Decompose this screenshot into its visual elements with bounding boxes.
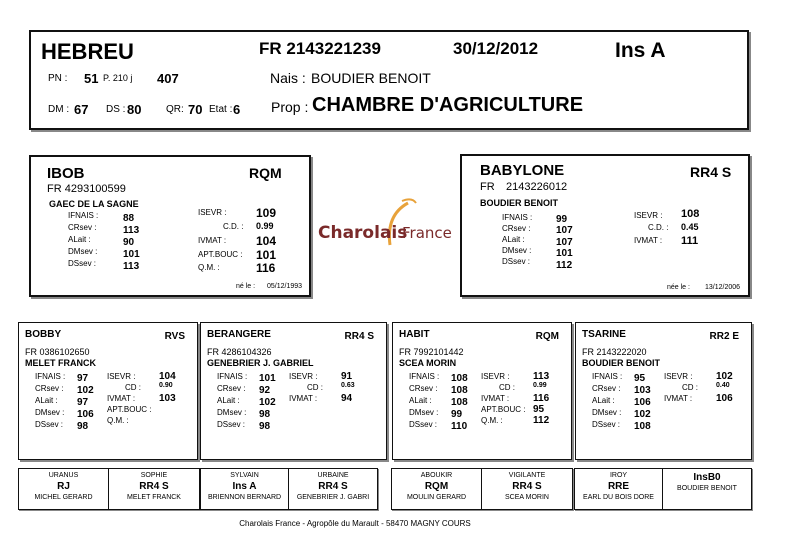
gp-dmsev: 99 [451,409,463,420]
ggp-owner: GENEBRIER J. GABRI [296,494,370,501]
dam-ivmat: 111 [681,235,699,247]
sire-ifnais: 88 [123,213,135,224]
gp-cd-label: CD : [499,383,515,392]
sire-box [29,155,311,297]
ggp-owner: MELET FRANCK [127,494,181,501]
ggp-cell [289,469,377,509]
ggp-strip-3 [391,468,573,510]
gp-ifnais-label: IFNAIS : [592,372,623,381]
gp-id: FR 0386102650 [25,347,90,357]
gp-crsev: 102 [77,385,94,396]
gp-ivmat: 94 [341,393,353,404]
gp-crsev-label: CRsev : [35,384,64,393]
ggp-code: RR4 S [512,481,542,492]
gp-crsev: 108 [451,385,468,396]
gp-qm: 112 [533,415,550,426]
gp-cd: 0.63 [341,382,355,389]
gp-dssev-label: DSsev : [35,420,64,429]
gp-dssev: 98 [259,421,271,432]
gp-owner: GENEBRIER J. GABRIEL [207,358,314,368]
ggp-owner: MICHEL GERARD [34,494,93,501]
grandparent-box [18,322,198,460]
dam-box [460,154,750,297]
dam-alait: 107 [556,237,573,248]
sire-qm: 116 [256,261,276,275]
gp-alait-label: ALait : [217,396,240,405]
nais-label: Nais : [270,70,306,86]
sire-owner: GAEC DE LA SAGNE [49,199,139,209]
gp-owner: BOUDIER BENOIT [582,358,661,368]
gp-alait: 108 [451,397,468,408]
gp-isevr-label: ISEVR : [107,372,136,381]
gp-ivmat-label: IVMAT : [481,394,510,403]
dam-dmsev-label: DMsev : [502,246,532,255]
etat-value: 6 [233,102,241,117]
gp-qm-label: Q.M. : [107,416,129,425]
animal-grade: Ins A [615,39,666,62]
gp-qm-label: Q.M. : [481,416,503,425]
header-box [29,30,749,130]
ggp-name: VIGILANTE [508,472,546,479]
gp-name: HABIT [399,329,430,340]
gp-dmsev-label: DMsev : [35,408,65,417]
gp-isevr: 91 [341,371,353,382]
gp-aptbouc: 95 [533,404,545,415]
sire-dmsev-label: DMsev : [68,247,98,256]
gp-grade: RVS [164,331,185,342]
gp-name: BOBBY [25,329,62,340]
charolais-france-logo [316,195,454,253]
gp-ifnais: 101 [259,373,276,384]
ggp-cell [109,469,199,509]
ggp-code: InsB0 [693,472,721,483]
gp-dmsev: 106 [77,409,94,420]
sire-aptbouc: 101 [256,248,277,262]
ds-label: DS : [106,104,126,115]
footer-address: Charolais France - Agropôle du Marault - 58470 MAGNY COURS [239,519,471,528]
gp-id: FR 4286104326 [207,347,272,357]
ggp-name: URBAINE [317,472,349,479]
dam-ifnais-label: IFNAIS : [502,213,533,222]
sire-alait: 90 [123,237,135,248]
sire-grade: RQM [249,165,282,181]
gp-alait: 97 [77,397,89,408]
ggp-code: RQM [424,481,449,492]
gp-cd: 0.90 [159,382,173,389]
sire-isevr: 109 [256,206,277,220]
sire-dmsev: 101 [123,249,140,260]
gp-dssev: 98 [77,421,89,432]
gp-isevr-label: ISEVR : [481,372,510,381]
sire-cd: 0.99 [256,221,274,231]
gp-isevr-label: ISEVR : [289,372,318,381]
ggp-strip-2 [200,468,378,510]
sire-isevr-label: ISEVR : [198,208,227,217]
sire-born: 05/12/1993 [267,283,303,290]
gp-alait: 106 [634,397,651,408]
dm-label: DM : [48,104,70,115]
dam-owner: BOUDIER BENOIT [480,198,559,208]
sire-qm-label: Q.M. : [198,263,220,272]
gp-cd-label: CD : [307,383,323,392]
dam-ivmat-label: IVMAT : [634,236,663,245]
ggp-owner: SCEA MORIN [505,494,549,501]
gp-alait-label: ALait : [409,396,432,405]
gp-dssev-label: DSsev : [592,420,621,429]
logo-word-france: France [402,224,452,242]
gp-cd-label: CD : [682,383,698,392]
pn-label: PN : [48,73,68,84]
p210-label: P. 210 j [103,73,133,83]
gp-isevr: 113 [533,371,550,382]
gp-cd: 0.40 [716,382,730,389]
ggp-cell [482,469,572,509]
ggp-strip-1 [18,468,200,510]
gp-grade: RR2 E [709,331,739,342]
gp-ifnais: 108 [451,373,468,384]
animal-id: FR 2143221239 [259,39,381,58]
gp-dmsev: 98 [259,409,271,420]
gp-aptbouc-label: APT.BOUC : [481,405,526,414]
ggp-cell [19,469,109,509]
sire-crsev: 113 [123,225,140,236]
prop-value: CHAMBRE D'AGRICULTURE [312,94,584,116]
pn-value: 51 [84,71,99,86]
dam-ifnais: 99 [556,214,568,225]
ggp-owner: BOUDIER BENOIT [677,485,737,492]
gp-aptbouc-label: APT.BOUC : [107,405,152,414]
ggp-name: ABOUKIR [420,472,453,479]
sire-dssev-label: DSsev : [68,259,97,268]
grandparent-box [200,322,387,460]
gp-dmsev-label: DMsev : [217,408,247,417]
gp-ivmat: 106 [716,393,733,404]
dam-cd-label: C.D. : [648,223,669,232]
ds-value: 80 [127,102,142,117]
gp-name: TSARINE [582,329,626,340]
dam-isevr-label: ISEVR : [634,211,663,220]
sire-name: IBOB [47,165,85,182]
gp-ifnais-label: IFNAIS : [35,372,66,381]
ggp-cell [575,469,663,509]
animal-date: 30/12/2012 [453,39,539,58]
ggp-cell [663,469,751,509]
dam-cd: 0.45 [681,222,699,232]
dam-alait-label: ALait : [502,235,525,244]
animal-name: HEBREU [41,39,134,64]
sire-ivmat-label: IVMAT : [198,236,227,245]
sire-dssev: 113 [123,261,140,272]
gp-id: FR 2143222020 [582,347,647,357]
gp-cd-label: CD : [125,383,141,392]
gp-ifnais-label: IFNAIS : [217,372,248,381]
gp-dssev-label: DSsev : [217,420,246,429]
ggp-owner: MOULIN GERARD [406,494,467,501]
ggp-owner: EARL DU BOIS DORE [583,494,654,501]
dam-id: 2143226012 [506,181,568,193]
dam-crsev-label: CRsev : [502,224,531,233]
gp-grade: RQM [535,331,559,342]
ggp-owner: BRIENNON BERNARD [207,494,282,501]
gp-ivmat-label: IVMAT : [289,394,318,403]
gp-name: BERANGERE [207,329,271,340]
gp-grade: RR4 S [344,331,374,342]
sire-ifnais-label: IFNAIS : [68,211,99,220]
gp-ifnais: 95 [634,373,646,384]
p210-value: 407 [157,71,179,86]
dam-grade: RR4 S [690,164,732,180]
gp-owner: MELET FRANCK [25,358,96,368]
grandparent-box [392,322,572,460]
gp-crsev-label: CRsev : [592,384,621,393]
prop-label: Prop : [271,99,309,115]
sire-ivmat: 104 [256,234,277,248]
gp-alait-label: ALait : [35,396,58,405]
gp-alait-label: ALait : [592,396,615,405]
dam-born: 13/12/2006 [705,284,741,291]
gp-crsev-label: CRsev : [409,384,438,393]
etat-label: Etat : [209,104,233,115]
logo-word-charolais: Charolais [318,223,408,243]
grandparent-box [575,322,752,460]
dm-value: 67 [74,102,89,117]
sire-born-label: né le : [236,283,256,290]
ggp-code: RR4 S [318,481,348,492]
dam-crsev: 107 [556,225,573,236]
dam-id-prefix: FR [480,181,495,193]
sire-id: FR 4293100599 [47,183,126,195]
ggp-name: SOPHIE [140,472,168,479]
ggp-name: IROY [609,472,628,479]
gp-cd: 0.99 [533,382,547,389]
dam-name: BABYLONE [480,162,565,179]
gp-crsev: 92 [259,385,271,396]
ggp-code: RRE [607,481,630,492]
qr-value: 70 [188,102,203,117]
ggp-code: RR4 S [139,481,169,492]
gp-dmsev: 102 [634,409,651,420]
sire-crsev-label: CRsev : [68,223,97,232]
ggp-name: SYLVAIN [230,472,259,479]
ggp-strip-4 [574,468,752,510]
sire-alait-label: ALait : [68,235,91,244]
qr-label: QR: [166,104,184,115]
ggp-cell [392,469,482,509]
gp-id: FR 7992101442 [399,347,464,357]
dam-isevr: 108 [681,208,700,220]
sire-cd-label: C.D. : [223,222,244,231]
gp-ifnais: 97 [77,373,89,384]
gp-dmsev-label: DMsev : [409,408,439,417]
dam-dssev-label: DSsev : [502,257,531,266]
ggp-code: RJ [57,481,70,492]
sire-aptbouc-label: APT.BOUC : [198,250,243,259]
gp-isevr: 102 [716,371,733,382]
gp-dssev: 108 [634,421,651,432]
gp-dssev-label: DSsev : [409,420,438,429]
ggp-code: Ins A [232,481,257,492]
ggp-cell [201,469,289,509]
gp-isevr-label: ISEVR : [664,372,693,381]
gp-alait: 102 [259,397,276,408]
dam-dmsev: 101 [556,248,573,259]
gp-dmsev-label: DMsev : [592,408,622,417]
gp-ivmat: 103 [159,393,176,404]
gp-crsev-label: CRsev : [217,384,246,393]
dam-born-label: née le : [667,284,690,291]
gp-crsev: 103 [634,385,651,396]
nais-value: BOUDIER BENOIT [311,70,431,86]
gp-ifnais-label: IFNAIS : [409,372,440,381]
gp-isevr: 104 [159,371,176,382]
gp-owner: SCEA MORIN [399,358,457,368]
gp-ivmat-label: IVMAT : [664,394,693,403]
ggp-name: URANUS [48,472,79,479]
gp-ivmat: 116 [533,393,550,404]
gp-dssev: 110 [451,421,468,432]
gp-ivmat-label: IVMAT : [107,394,136,403]
dam-dssev: 112 [556,260,573,271]
